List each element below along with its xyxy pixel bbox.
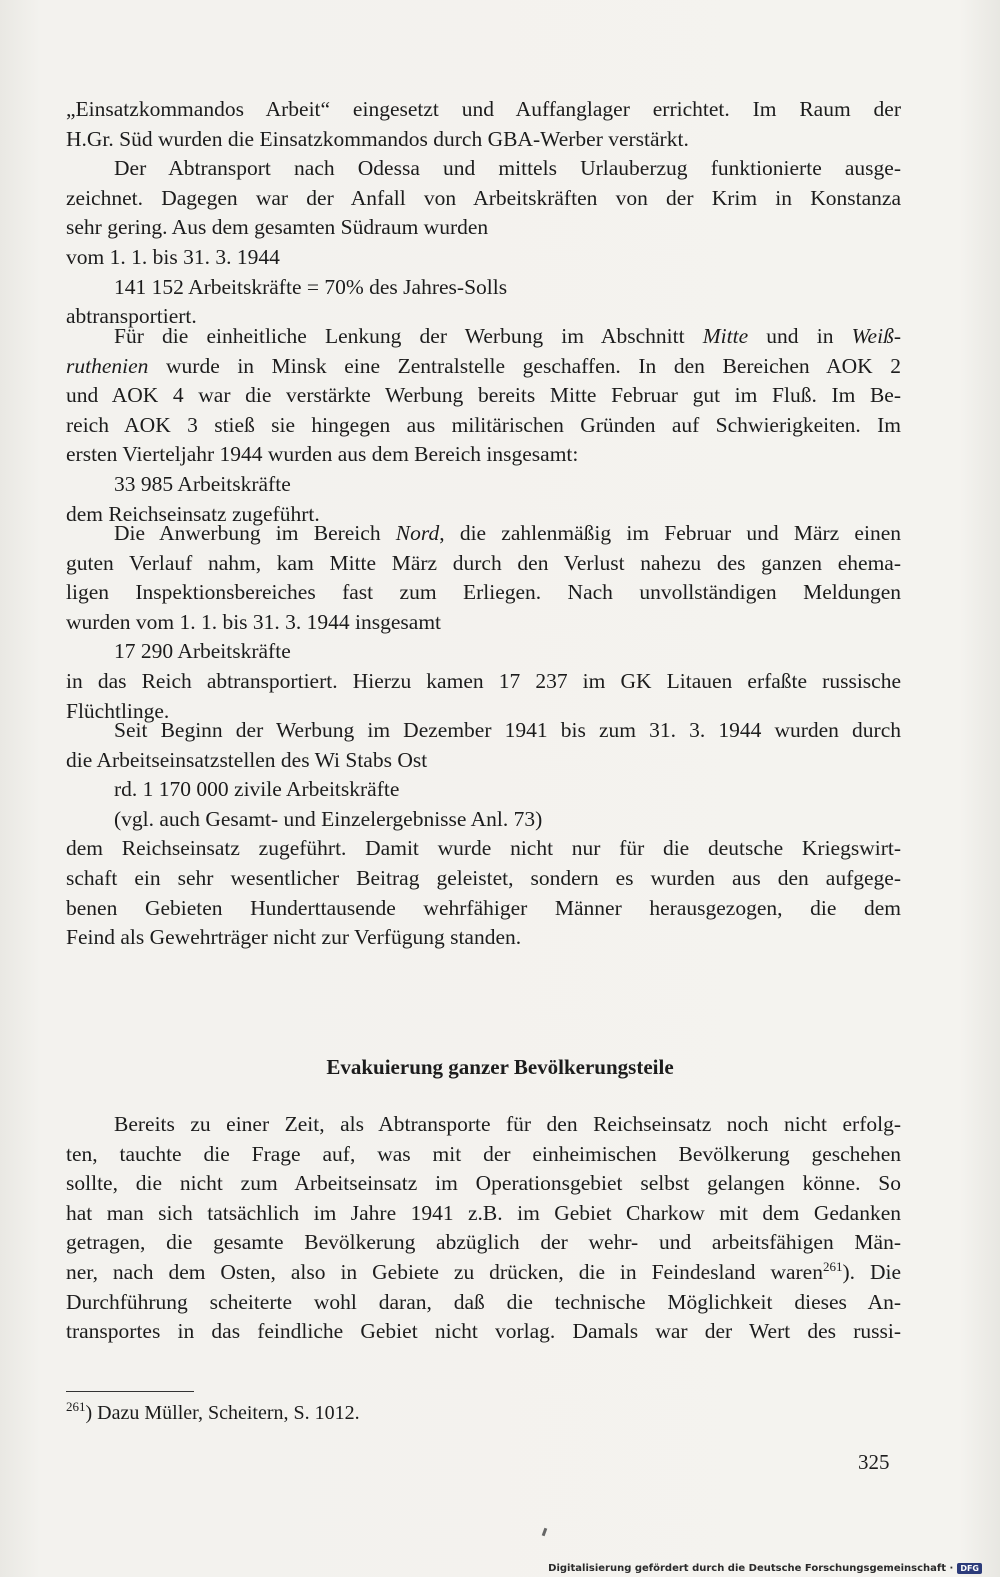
section-heading: Evakuierung ganzer Bevölkerungsteile bbox=[326, 1055, 674, 1079]
paragraph-block-2 bbox=[66, 322, 901, 529]
credit-text: Digitalisierung gefördert durch die Deutsche Forschungsgemeinschaft · bbox=[548, 1563, 954, 1574]
text-line: 33 985 Arbeitskräfte bbox=[114, 471, 291, 496]
text-line: hat man sich tatsächlich im Jahre 1941 z.B. im Gebiet Charkow mit dem Gedanken bbox=[66, 1200, 901, 1225]
paragraph-block-1 bbox=[66, 95, 901, 332]
text-span: und in bbox=[748, 324, 852, 348]
footnote-marker: 261 bbox=[66, 1399, 86, 1414]
text-line: reich AOK 3 stieß sie hingegen aus militärischen Gründen auf Schwierigkeiten. Im bbox=[66, 412, 901, 437]
text-line: (vgl. auch Gesamt- und Einzelergebnisse Anl. 73) bbox=[114, 806, 543, 831]
text-line: Durchführung scheiterte wohl daran, daß die technische Möglichkeit dieses An- bbox=[66, 1289, 901, 1314]
text-span: ). Die bbox=[842, 1259, 902, 1284]
text-line: vom 1. 1. bis 31. 3. 1944 bbox=[66, 244, 280, 269]
emphasis: Mitte bbox=[702, 324, 749, 348]
text-line: „Einsatzkommandos Arbeit“ eingesetzt und Auffanglager errichtet. Im Raum der bbox=[66, 97, 901, 121]
emphasis: Weiß- bbox=[851, 324, 901, 348]
dfg-logo: DFG bbox=[957, 1563, 982, 1574]
text-line: schaft ein sehr wesentlicher Beitrag geleistet, sondern es wurden aus den aufgege- bbox=[66, 865, 901, 890]
text-line: sollte, die nicht zum Arbeitseinsatz im Operationsgebiet selbst gelangen könne. So bbox=[66, 1171, 901, 1196]
paragraph-block-3 bbox=[66, 519, 901, 726]
paragraph-block-5 bbox=[66, 1110, 901, 1347]
paragraph-block-4 bbox=[66, 716, 901, 953]
text-line: 17 290 Arbeitskräfte bbox=[114, 639, 291, 664]
text-line: die Arbeitseinsatzstellen des Wi Stabs Ost bbox=[66, 747, 428, 772]
footnote-text: Dazu Müller, Scheitern, S. 1012. bbox=[92, 1402, 360, 1424]
text-line: rd. 1 170 000 zivile Arbeitskräfte bbox=[114, 777, 400, 802]
text-line: Flüchtlinge. bbox=[66, 698, 170, 723]
text-line: ersten Vierteljahr 1944 wurden aus dem Bereich insgesamt: bbox=[66, 442, 579, 467]
text-line bbox=[66, 322, 901, 352]
emphasis: Nord bbox=[395, 521, 440, 545]
text-span: Für die einheitliche Lenkung der Werbung im Abschnitt bbox=[114, 324, 703, 348]
text-line: in das Reich abtransportiert. Hierzu kamen 17 237 im GK Litauen erfaßte russische bbox=[66, 668, 901, 693]
text-line: benen Gebieten Hunderttausende wehrfähiger Männer herausgezogen, die dem bbox=[66, 895, 901, 920]
text-line: getragen, die gesamte Bevölkerung abzüglich der wehr- und arbeitsfähigen Män- bbox=[66, 1230, 901, 1255]
scan-speck bbox=[542, 1528, 548, 1537]
footnote-reference: 261 bbox=[822, 1258, 843, 1274]
text-line bbox=[66, 519, 901, 549]
digitization-credit bbox=[548, 1563, 982, 1574]
text-line: dem Reichseinsatz zugeführt. bbox=[66, 501, 320, 526]
footnote-divider bbox=[66, 1391, 194, 1392]
text-line: H.Gr. Süd wurden die Einsatzkommandos durch GBA-Werber verstärkt. bbox=[66, 126, 689, 151]
text-span: ner, nach dem Osten, also in Gebiete zu drücken, die in Feindesland waren bbox=[66, 1259, 823, 1284]
text-span: Die Anwerbung im Bereich bbox=[114, 521, 396, 545]
text-line: dem Reichseinsatz zugeführt. Damit wurde nicht nur für die deutsche Kriegswirt- bbox=[66, 836, 901, 861]
footnote bbox=[66, 1399, 360, 1425]
text-line: zeichnet. Dagegen war der Anfall von Arbeitskräften von der Krim in Konstanza bbox=[66, 185, 901, 210]
text-line: Bereits zu einer Zeit, als Abtransporte für den Reichseinsatz noch nicht erfolg- bbox=[114, 1112, 901, 1136]
text-line: sehr gering. Aus dem gesamten Südraum wurden bbox=[66, 215, 489, 240]
text-line: und AOK 4 war die verstärkte Werbung bereits Mitte Februar gut im Fluß. Im Be- bbox=[66, 383, 901, 408]
text-line: ligen Inspektionsbereiches fast zum Erliegen. Nach unvollständigen Meldungen bbox=[66, 580, 901, 605]
text-line: ten, tauchte die Frage auf, was mit der einheimischen Bevölkerung geschehen bbox=[66, 1141, 901, 1166]
text-line bbox=[66, 1258, 901, 1288]
text-line: guten Verlauf nahm, kam Mitte März durch den Verlust nahezu des ganzen ehema- bbox=[66, 550, 901, 575]
text-line: abtransportiert. bbox=[66, 304, 197, 329]
text-line bbox=[66, 352, 901, 382]
emphasis: ruthenien bbox=[66, 353, 149, 378]
text-span: wurde in Minsk eine Zentralstelle geschaffen. In den Bereichen AOK 2 bbox=[148, 353, 901, 378]
text-span: , die zahlenmäßig im Februar und März einen bbox=[439, 521, 901, 545]
text-line: Feind als Gewehrträger nicht zur Verfügung standen. bbox=[66, 925, 522, 950]
text-line: 141 152 Arbeitskräfte = 70% des Jahres-Solls bbox=[114, 274, 508, 299]
page-number: 325 bbox=[858, 1450, 890, 1474]
text-line: Der Abtransport nach Odessa und mittels Urlauberzug funktionierte ausge- bbox=[114, 156, 901, 181]
footnote-marker-close: ) bbox=[85, 1402, 93, 1424]
text-line: wurden vom 1. 1. bis 31. 3. 1944 insgesamt bbox=[66, 609, 442, 634]
text-line: transportes in das feindliche Gebiet nicht vorlag. Damals war der Wert des russi- bbox=[66, 1319, 901, 1344]
text-line: Seit Beginn der Werbung im Dezember 1941 bis zum 31. 3. 1944 wurden durch bbox=[114, 718, 901, 742]
